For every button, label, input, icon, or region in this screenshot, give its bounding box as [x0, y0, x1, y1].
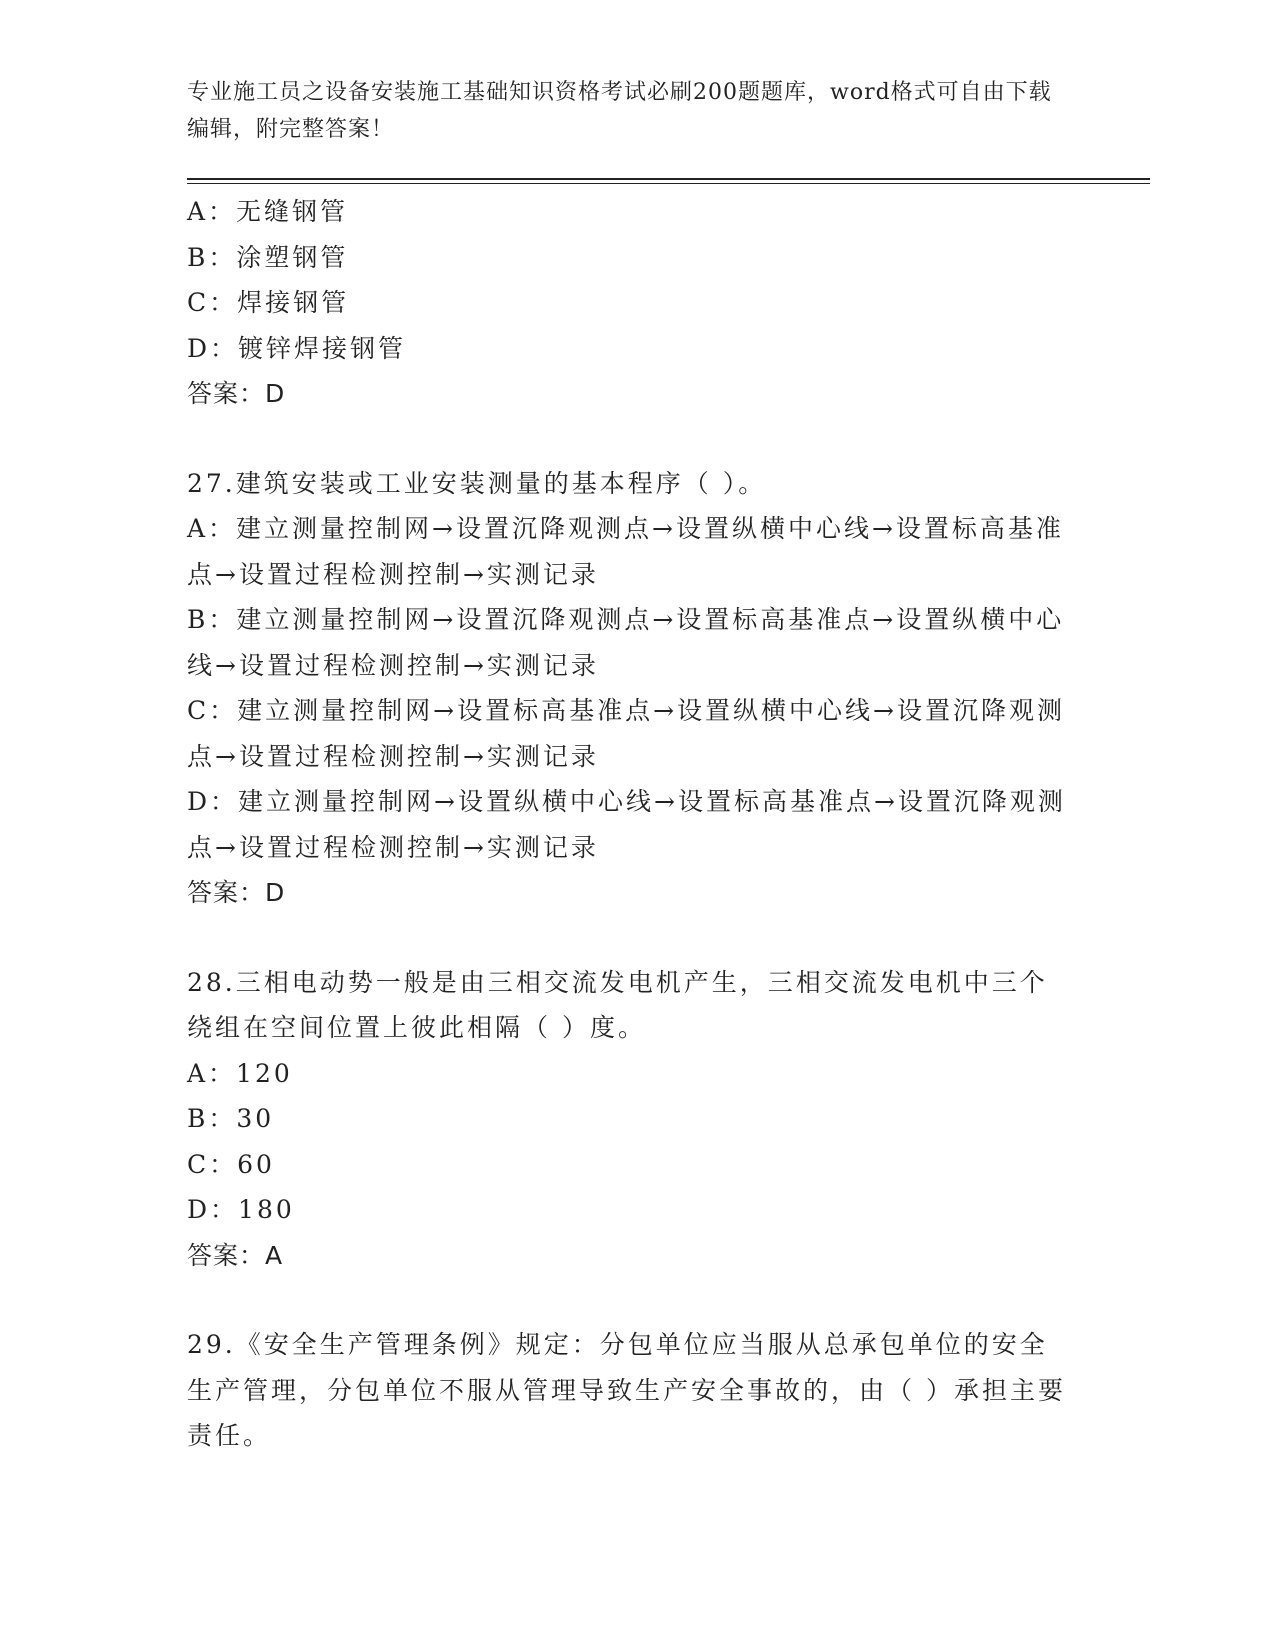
header-divider-thick — [187, 178, 1150, 180]
question-spacer — [187, 417, 1067, 461]
question-stem: 28.三相电动势一般是由三相交流发电机产生，三相交流发电机中三个绕组在空间位置上彼此相隔（ ）度。 — [187, 967, 1048, 1042]
answer-line: 答案：A — [187, 1240, 284, 1270]
option-c: C：焊接钢管 — [187, 288, 350, 317]
question-stem: 29.《安全生产管理条例》规定：分包单位应当服从总承包单位的安全生产管理，分包单位不服从管理导致生产安全事故的，由（ ）承担主要责任。 — [187, 1330, 1066, 1450]
option-b: B：涂塑钢管 — [187, 242, 349, 272]
question-previous — [187, 189, 1067, 417]
option-a: A：无缝钢管 — [187, 197, 349, 226]
option-a: A：建立测量控制网→设置沉降观测点→设置纵横中心线→设置标高基准点→设置过程检测控制→实测记录 — [187, 514, 1064, 589]
question-spacer — [187, 1278, 1067, 1322]
document-header: 专业施工员之设备安装施工基础知识资格考试必刷200题题库，word格式可自由下载编辑，附完整答案！ — [187, 80, 1052, 142]
option-c: C：60 — [187, 1149, 275, 1179]
header-divider-thin — [187, 183, 1150, 184]
option-c: C：建立测量控制网→设置标高基准点→设置纵横中心线→设置沉降观测点→设置过程检测控制→实测记录 — [187, 696, 1065, 771]
option-d: D：镀锌焊接钢管 — [187, 333, 407, 363]
question-spacer — [187, 916, 1067, 960]
answer-line: 答案：D — [187, 878, 286, 907]
question-29 — [187, 1322, 1067, 1459]
question-27 — [187, 461, 1067, 916]
option-d: D：建立测量控制网→设置纵横中心线→设置标高基准点→设置沉降观测点→设置过程检测控制→实测记录 — [187, 787, 1066, 862]
question-28 — [187, 960, 1067, 1279]
option-b: B：30 — [187, 1104, 275, 1133]
option-b: B：建立测量控制网→设置沉降观测点→设置标高基准点→设置纵横中心线→设置过程检测控制→实测记录 — [187, 605, 1065, 680]
question-stem: 27.建筑安装或工业安装测量的基本程序（ ）。 — [187, 468, 767, 498]
answer-line: 答案：D — [187, 379, 286, 408]
option-a: A：120 — [187, 1058, 293, 1088]
document-body — [187, 189, 1067, 1459]
option-d: D：180 — [187, 1195, 295, 1224]
